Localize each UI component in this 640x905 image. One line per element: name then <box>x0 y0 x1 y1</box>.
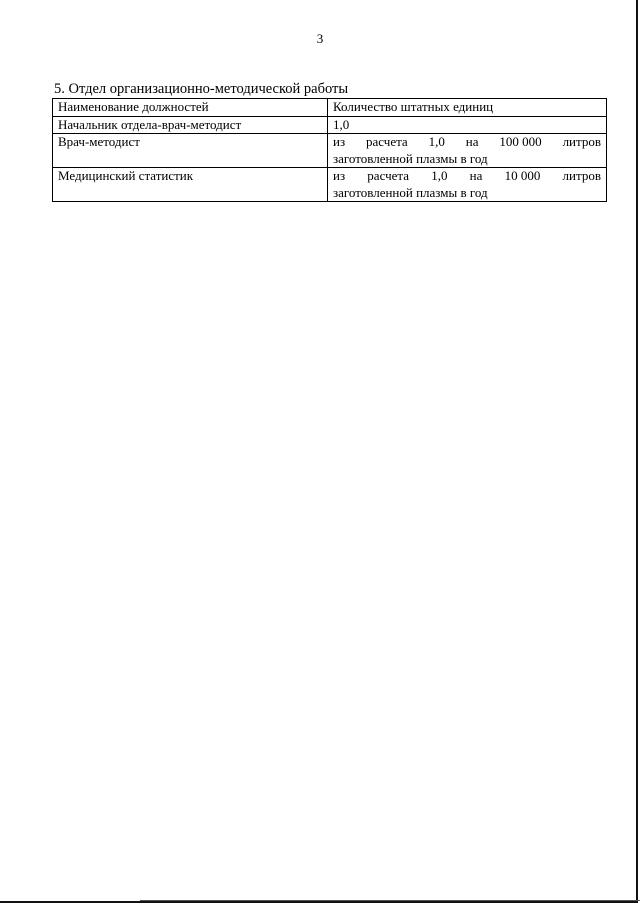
section-title: 5. Отдел организационно-методической работы <box>54 81 349 97</box>
table-row <box>53 134 607 168</box>
header-quantity: Количество штатных единиц <box>328 99 607 117</box>
table-header-row <box>53 99 607 117</box>
word: 1,0 <box>428 134 445 149</box>
word: 1,0 <box>431 168 448 183</box>
table-row <box>53 116 607 134</box>
word: 10 000 <box>504 168 541 183</box>
cell-position: Начальник отдела-врач-методист <box>53 116 328 134</box>
quantity-line-1 <box>333 134 601 151</box>
table-row <box>53 168 607 202</box>
word: на <box>465 134 479 149</box>
word: 100 000 <box>499 134 542 149</box>
cell-position: Врач-методист <box>53 134 328 168</box>
cell-position: Медицинский статистик <box>53 168 328 202</box>
quantity-line-1 <box>333 168 601 185</box>
word: расчета <box>366 134 408 149</box>
cell-quantity <box>328 168 607 202</box>
quantity-line-2: заготовленной плазмы в год <box>333 184 488 200</box>
word: расчета <box>367 168 409 183</box>
word: из <box>333 168 346 183</box>
header-position: Наименование должностей <box>53 99 328 117</box>
word: из <box>333 134 346 149</box>
word: литров <box>562 134 601 149</box>
page-number: 3 <box>316 31 324 46</box>
word: литров <box>562 168 601 183</box>
cell-quantity <box>328 116 607 134</box>
quantity-line-2: заготовленной плазмы в год <box>333 150 488 166</box>
quantity-value: 1,0 <box>333 116 350 132</box>
staffing-table <box>52 98 607 202</box>
word: на <box>469 168 483 183</box>
cell-quantity <box>328 134 607 168</box>
bottom-scan-edge <box>140 900 640 901</box>
